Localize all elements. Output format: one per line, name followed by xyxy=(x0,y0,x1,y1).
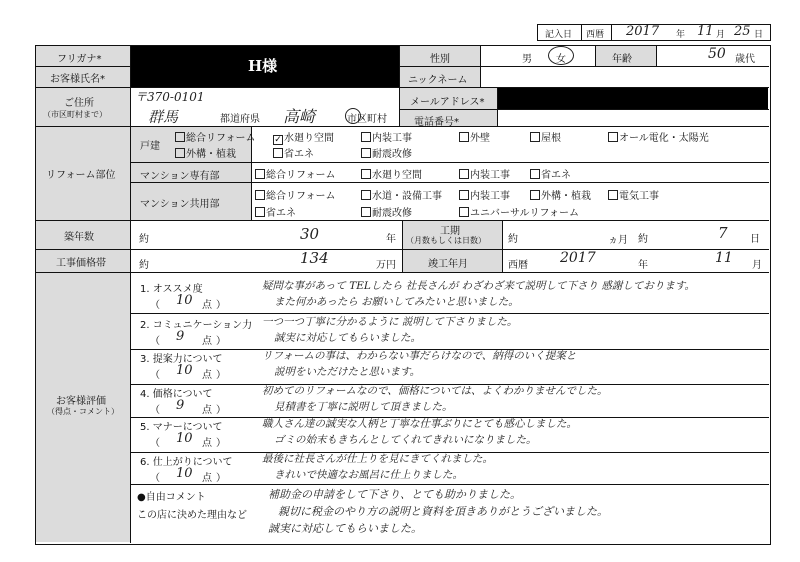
city-circle xyxy=(345,108,361,124)
score-open-paren: （ xyxy=(150,370,160,381)
checkbox-icon[interactable] xyxy=(459,207,469,217)
evaluation-item-title: 3. 提案力について xyxy=(140,354,223,365)
reform-option[interactable] xyxy=(608,187,659,202)
reform-option[interactable] xyxy=(361,166,422,181)
age-value: 50 xyxy=(708,46,726,62)
evaluation-comment: また何かあったら お願いしてみたいと思いました。 xyxy=(274,296,519,308)
email-label: メールアドレス* xyxy=(410,97,485,108)
date-year: 2017 xyxy=(626,24,660,39)
evaluation-comment: きれいで快適なお風呂に仕上りました。 xyxy=(274,469,463,481)
city-value: 高崎 xyxy=(283,107,316,126)
reform-option[interactable] xyxy=(459,204,579,219)
score-open-paren: （ xyxy=(150,438,160,449)
reform-option[interactable] xyxy=(530,166,571,181)
reform-option[interactable] xyxy=(361,129,412,144)
checkbox-icon[interactable] xyxy=(530,132,540,142)
completion-month-unit: 月 xyxy=(752,260,762,271)
evaluation-item-title: 4. 価格について xyxy=(140,389,213,400)
evaluation-sub: （得点・コメント） xyxy=(47,407,119,416)
reform-option[interactable] xyxy=(459,166,510,181)
evaluation-comment: 疑問な事があって TELしたら 社長さんが わざわざ来て説明して下さり 感謝しております。 xyxy=(262,280,696,292)
reform-option[interactable] xyxy=(273,145,314,160)
reform-option-label: ユニバーサルリフォーム xyxy=(470,208,579,219)
evaluation-score-unit: 点 xyxy=(202,300,212,311)
reform-option-label: オール電化・太陽光 xyxy=(619,133,709,144)
score-open-paren: （ xyxy=(150,405,160,416)
reform-option-label: 総合リフォーム xyxy=(266,191,336,202)
house-label: 戸建 xyxy=(140,141,160,152)
free-comment-title: ●自由コメント xyxy=(137,492,206,503)
postal-code: 〒370-0101 xyxy=(135,90,205,104)
score-open-paren: （ xyxy=(150,336,160,347)
reform-option-label: 外構・植栽 xyxy=(186,149,236,160)
city-unit: 市区町村 xyxy=(347,114,387,125)
reform-option[interactable] xyxy=(459,187,510,202)
free-comment-sub: この店に決めた理由など xyxy=(137,510,247,521)
reform-option-label: 内装工事 xyxy=(470,191,510,202)
price-unit: 万円 xyxy=(376,260,396,271)
price-label: 工事価格帯 xyxy=(56,258,106,269)
checkbox-icon[interactable] xyxy=(255,169,265,179)
completion-era: 西暦 xyxy=(508,260,528,271)
score-close-paren: ） xyxy=(216,336,226,347)
evaluation-item-title: 6. 仕上がりについて xyxy=(140,457,233,468)
private-label: マンション専有部 xyxy=(140,171,220,182)
reform-option[interactable] xyxy=(175,145,236,160)
furigana-label: フリガナ* xyxy=(57,54,102,65)
evaluation-score: 10 xyxy=(176,293,193,308)
reform-option[interactable] xyxy=(361,187,442,202)
evaluation-item-title: 1. オススメ度 xyxy=(140,284,203,295)
completion-month: 11 xyxy=(715,250,733,266)
reform-option-label: 水廻り空間 xyxy=(372,170,422,181)
checkbox-icon[interactable] xyxy=(608,190,618,200)
checkbox-icon[interactable] xyxy=(361,169,371,179)
reform-option[interactable] xyxy=(530,187,591,202)
checkbox-icon[interactable] xyxy=(175,148,185,158)
checkbox-icon[interactable] xyxy=(273,148,283,158)
reform-option[interactable] xyxy=(175,129,256,144)
gender-circle xyxy=(548,46,574,65)
checkbox-icon[interactable] xyxy=(175,132,185,142)
score-close-paren: ） xyxy=(216,473,226,484)
evaluation-item-title: 2. コミュニケーション力 xyxy=(140,320,253,331)
evaluation-comment: 最後に社長さんが仕上りを見にきてくれました。 xyxy=(262,453,493,465)
free-comment-line: 親切に税金のやり方の説明と資料を頂きありがとうございました。 xyxy=(278,505,608,518)
reform-option-label: 総合リフォーム xyxy=(186,133,256,144)
period-label: 工期 xyxy=(440,226,460,237)
checkbox-icon[interactable] xyxy=(361,190,371,200)
building-age-unit: 年 xyxy=(386,234,396,245)
price-value: 134 xyxy=(300,249,329,267)
period-days-approx: 約 xyxy=(638,234,648,245)
evaluation-score-unit: 点 xyxy=(202,336,212,347)
evaluation-score: 9 xyxy=(176,398,185,413)
evaluation-comment: 説明をいただけたと思います。 xyxy=(274,366,421,378)
age-label: 年齢 xyxy=(612,54,632,65)
score-close-paren: ） xyxy=(216,438,226,449)
address-sub: （市区町村まで） xyxy=(43,110,107,119)
evaluation-score: 9 xyxy=(176,329,185,344)
reform-option[interactable] xyxy=(255,187,336,202)
reform-option-label: 総合リフォーム xyxy=(266,170,336,181)
reform-option-label: 耐震改修 xyxy=(372,208,412,219)
contact-redaction xyxy=(497,88,768,109)
reform-option[interactable] xyxy=(255,204,296,219)
reform-option-label: 省エネ xyxy=(541,170,571,181)
evaluation-comment: 初めてのリフォームなので、価格については、よくわかりませんでした。 xyxy=(262,385,608,397)
building-age-approx: 約 xyxy=(139,234,149,245)
checkbox-icon[interactable] xyxy=(530,169,540,179)
reform-option[interactable] xyxy=(255,166,336,181)
reform-option-label: 外構・植栽 xyxy=(541,191,591,202)
date-day-unit: 日 xyxy=(754,30,764,40)
evaluation-score: 10 xyxy=(176,431,193,446)
period-days-value: 7 xyxy=(718,224,728,242)
checkbox-icon[interactable] xyxy=(255,207,265,217)
checkbox-icon[interactable] xyxy=(361,207,371,217)
period-months-unit: ヵ月 xyxy=(608,235,628,246)
checked-box-icon[interactable]: ✓ xyxy=(274,135,282,145)
nickname-label: ニックネーム xyxy=(408,75,468,86)
checkbox-icon[interactable] xyxy=(459,169,469,179)
prefecture-unit: 都道府県 xyxy=(220,114,260,125)
score-close-paren: ） xyxy=(216,370,226,381)
score-open-paren: （ xyxy=(150,300,160,311)
reform-option[interactable] xyxy=(608,129,709,144)
evaluation-comment: 一つ一つ丁寧に分かるように 説明して下さりました。 xyxy=(262,316,518,328)
reform-option-label: 内装工事 xyxy=(470,170,510,181)
free-comment-line: 補助金の申請をして下さり、とても助かりました。 xyxy=(268,488,521,501)
building-age-label: 築年数 xyxy=(64,232,94,243)
reform-option-label: 省エネ xyxy=(266,208,296,219)
evaluation-comment: 誠実に対応してもらいました。 xyxy=(274,332,421,344)
gender-male: 男 xyxy=(522,54,532,65)
reform-option[interactable] xyxy=(361,145,412,160)
date-month: 11 xyxy=(697,24,714,39)
checkbox-icon[interactable] xyxy=(459,132,469,142)
customer-name: H様 xyxy=(248,57,278,75)
date-label: 記入日 xyxy=(545,30,573,40)
date-era-label: 西暦 xyxy=(586,30,605,40)
age-unit: 歳代 xyxy=(735,54,755,65)
completion-year: 2017 xyxy=(560,250,596,266)
evaluation-item-title: 5. マナーについて xyxy=(140,422,223,433)
common-label: マンション共用部 xyxy=(140,199,220,210)
evaluation-score: 10 xyxy=(176,363,193,378)
period-sub: （月数もしくは日数） xyxy=(406,236,486,245)
evaluation-comment: 見積書を丁寧に説明して頂きました。 xyxy=(274,401,453,413)
reform-option-label: 耐震改修 xyxy=(372,149,412,160)
reform-option-label: 省エネ xyxy=(284,149,314,160)
reform-option[interactable] xyxy=(361,204,412,219)
checkbox-icon[interactable] xyxy=(255,190,265,200)
reform-option-label: 水廻り空間 xyxy=(284,133,334,144)
checkbox-icon[interactable] xyxy=(459,190,469,200)
evaluation-comment: リフォームの事は、わからない事だらけなので、納得のいく提案と xyxy=(262,350,577,362)
date-day: 25 xyxy=(734,24,751,39)
score-open-paren: （ xyxy=(150,473,160,484)
checkbox-icon[interactable] xyxy=(361,132,371,142)
reform-option-label: 電気工事 xyxy=(619,191,659,202)
reform-option-label: 内装工事 xyxy=(372,133,412,144)
evaluation-score-unit: 点 xyxy=(202,438,212,449)
reform-option-label: 屋根 xyxy=(541,133,561,144)
reform-option-label: 外壁 xyxy=(470,133,490,144)
price-approx: 約 xyxy=(139,260,149,271)
address-label: ご住所 xyxy=(64,98,94,109)
evaluation-score-unit: 点 xyxy=(202,405,212,416)
evaluation-comment: ゴミの始末もきちんとしてくれてきれいになりました。 xyxy=(274,434,537,446)
gender-female: 女 xyxy=(556,54,566,65)
date-year-unit: 年 xyxy=(676,30,686,40)
free-comment-line: 誠実に対応してもらいました。 xyxy=(268,522,422,535)
gender-label: 性別 xyxy=(430,54,450,65)
period-days-unit: 日 xyxy=(750,234,760,245)
building-age-value: 30 xyxy=(300,225,320,243)
reform-option[interactable] xyxy=(530,129,561,144)
period-approx: 約 xyxy=(508,234,518,245)
name-label: お客様氏名* xyxy=(50,74,105,85)
evaluation-score-unit: 点 xyxy=(202,370,212,381)
score-close-paren: ） xyxy=(216,405,226,416)
evaluation-score: 10 xyxy=(176,466,193,481)
prefecture-value: 群馬 xyxy=(148,108,179,126)
checkbox-icon[interactable] xyxy=(608,132,618,142)
checkbox-icon[interactable] xyxy=(361,148,371,158)
evaluation-label: お客様評価 xyxy=(56,396,106,407)
completion-label: 竣工年月 xyxy=(428,259,468,270)
completion-year-unit: 年 xyxy=(638,260,648,271)
evaluation-score-unit: 点 xyxy=(202,473,212,484)
reform-option[interactable] xyxy=(459,129,490,144)
score-close-paren: ） xyxy=(216,300,226,311)
checkbox-icon[interactable] xyxy=(530,190,540,200)
phone-label: 電話番号* xyxy=(414,117,459,128)
evaluation-comment: 職人さん達の誠実な人柄と丁寧な仕事ぶりにとても感心しました。 xyxy=(262,418,577,430)
reform-label: リフォーム部位 xyxy=(46,170,116,181)
reform-option-label: 水道・設備工事 xyxy=(372,191,442,202)
reform-option[interactable] xyxy=(273,129,334,145)
date-month-unit: 月 xyxy=(716,30,726,40)
